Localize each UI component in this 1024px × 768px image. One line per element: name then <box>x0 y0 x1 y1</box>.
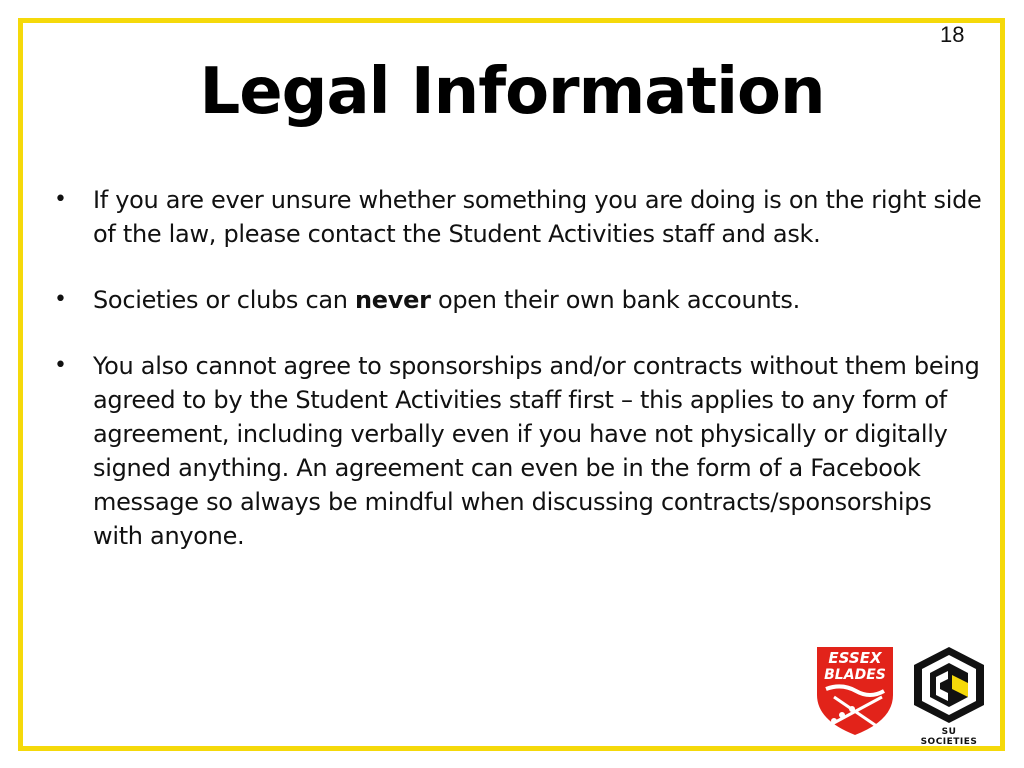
bullet-list <box>50 183 985 585</box>
bullet-text-emphasis: never <box>355 286 431 314</box>
slide-title: Legal Information <box>199 55 825 129</box>
bullet-icon: • <box>54 353 67 378</box>
essex-blades-logo <box>812 643 898 738</box>
bullet-icon: • <box>54 287 67 312</box>
bullet-item <box>50 283 985 317</box>
su-societies-cube-icon <box>912 645 986 725</box>
bullet-text-after: open their own bank accounts. <box>430 286 800 314</box>
logo-text-line2: BLADES <box>824 667 886 683</box>
su-societies-logo <box>912 645 986 747</box>
bullet-item <box>50 183 985 251</box>
page-number: 18 <box>940 22 965 47</box>
bullet-text: You also cannot agree to sponsorships and/or contracts without them being agreed to by the Student Activities staff first – this applies to any form of agreement, including verbally even if you have not physically or digitally signed anything. An agreement can even be in the form of a Facebook message so always be mindful when discussing contracts/sponsorships with anyone. <box>93 352 980 550</box>
essex-blades-shield-icon <box>812 643 898 738</box>
logo-text-line1: ESSEX <box>828 649 882 667</box>
bullet-icon: • <box>54 187 67 212</box>
bullet-text: If you are ever unsure whether something you are doing is on the right side of the law, please contact the Student Activities staff and ask. <box>93 186 982 248</box>
bullet-item <box>50 349 985 553</box>
su-logo-caption: SU SOCIETIES <box>920 727 978 747</box>
bullet-text-before: Societies or clubs can <box>93 286 355 314</box>
